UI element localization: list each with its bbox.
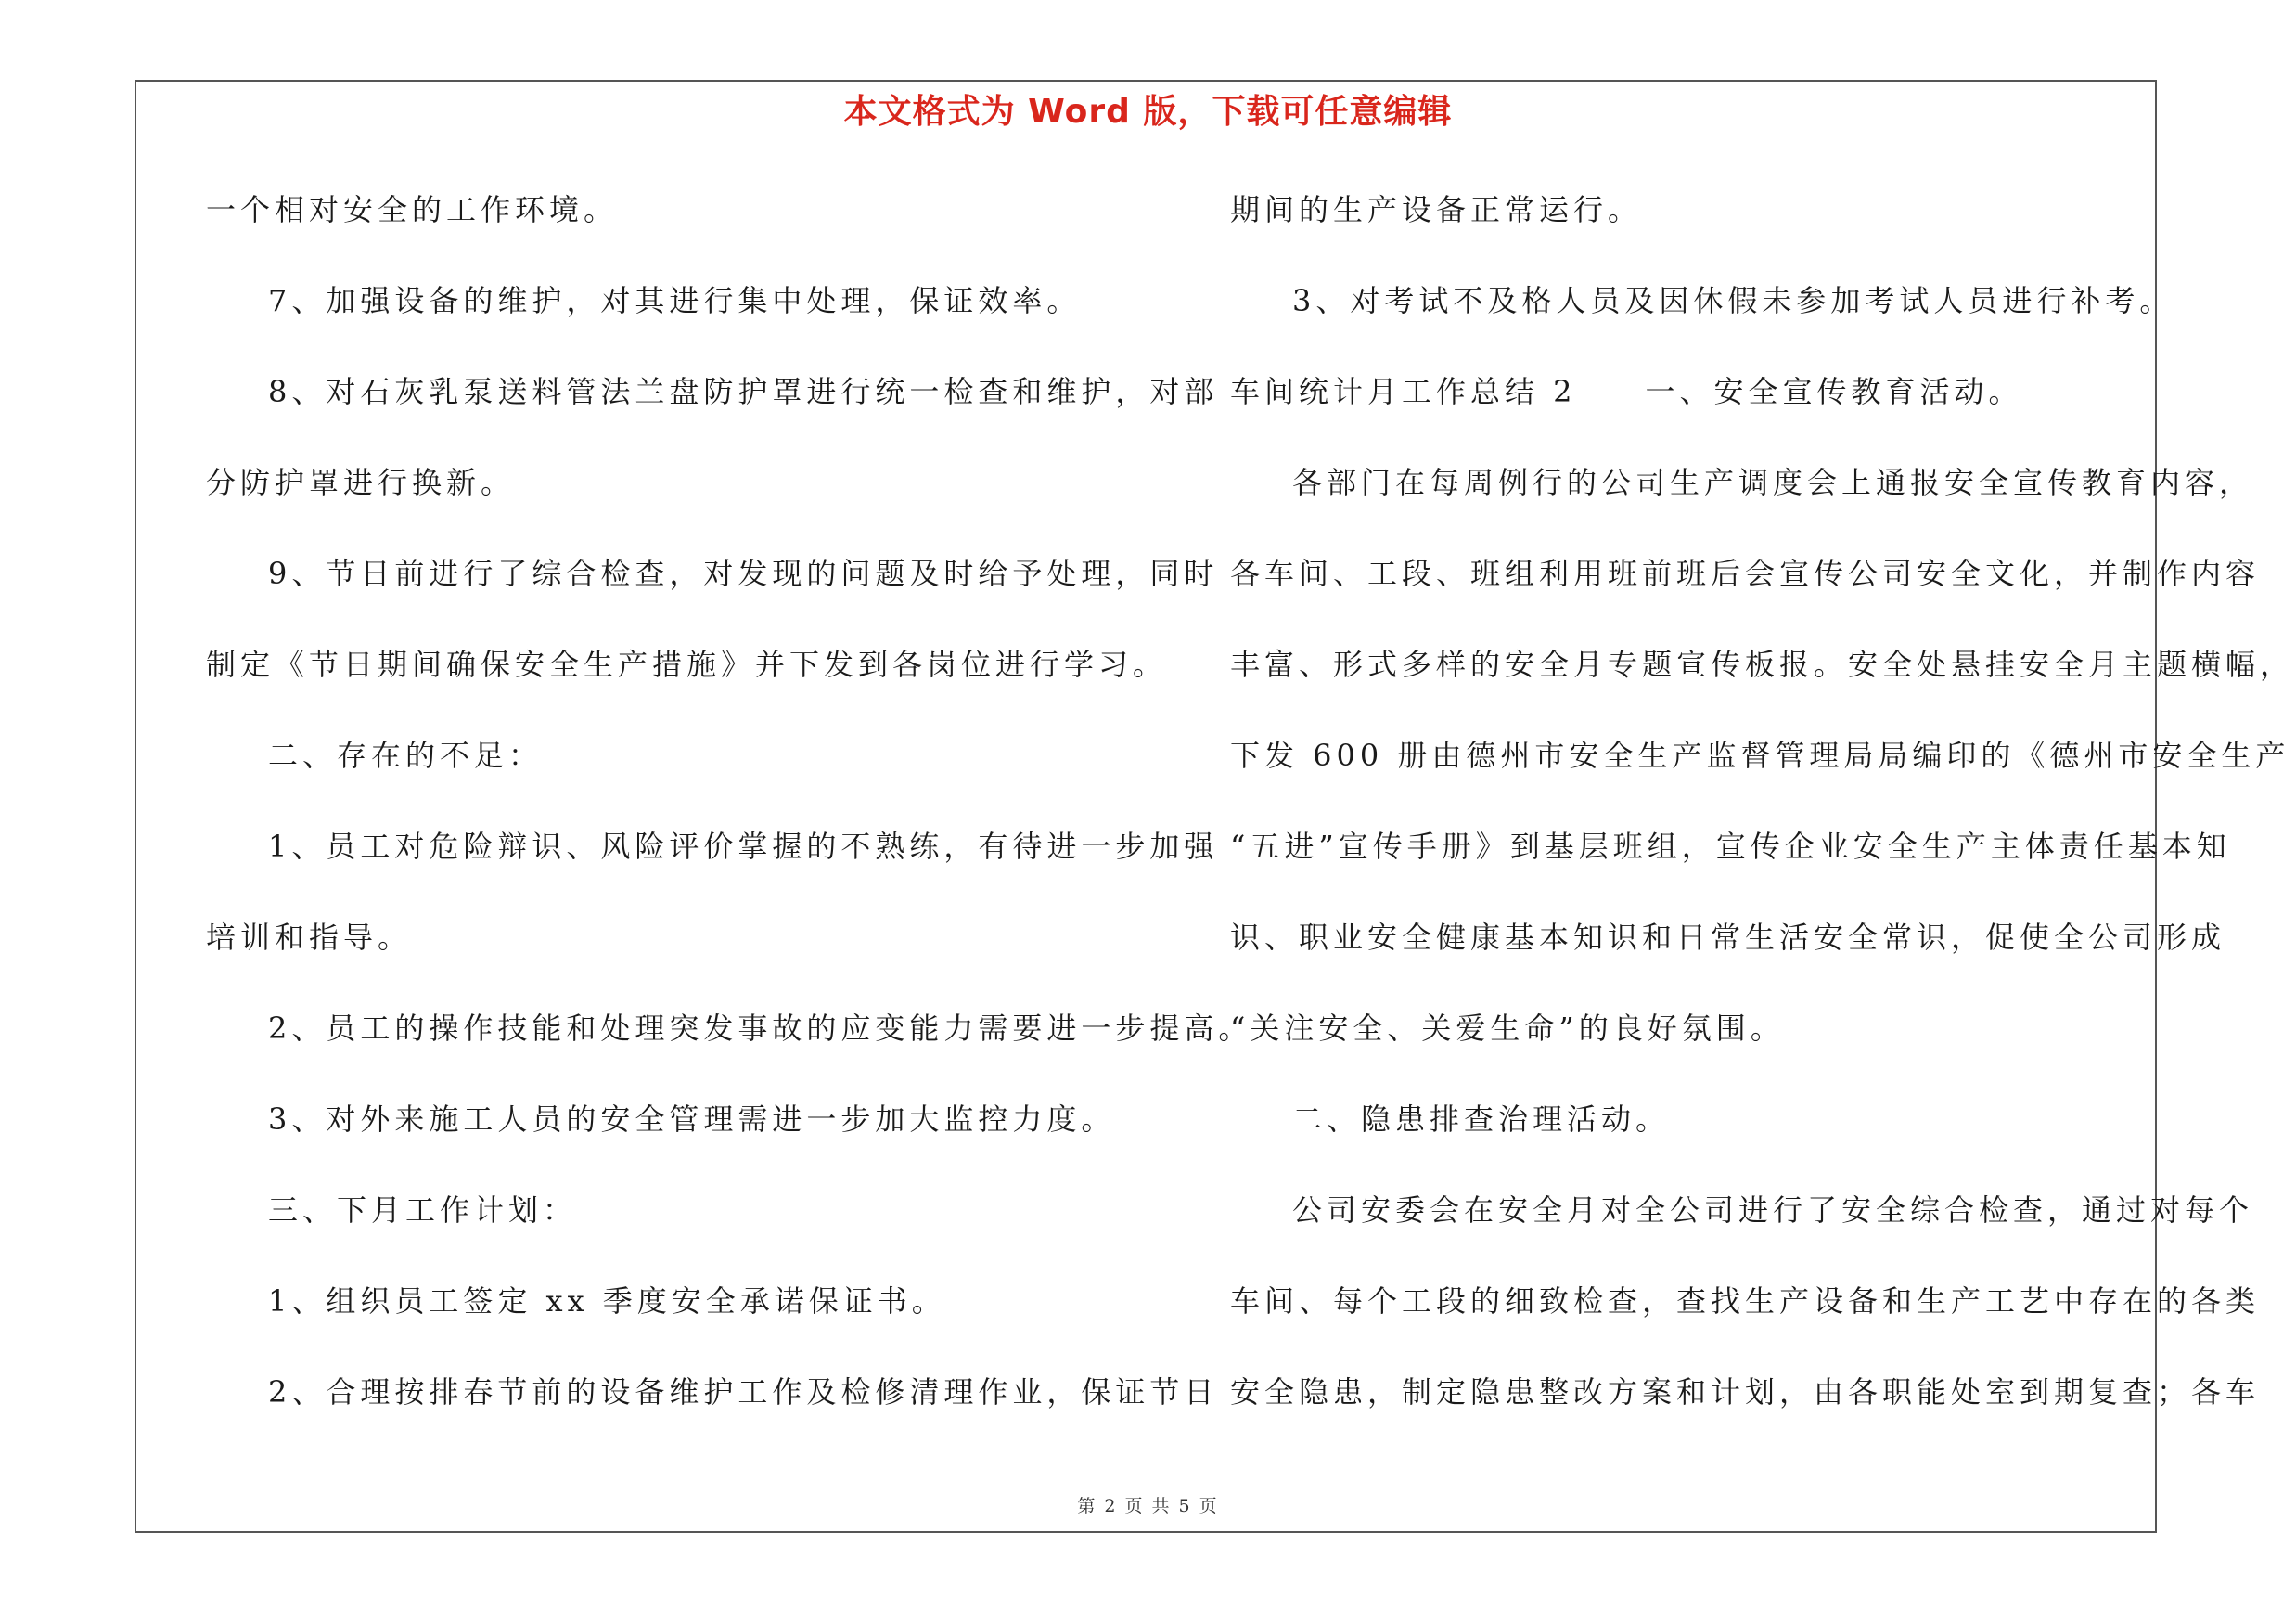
text-line: “关注安全、关爱生命”的良好氛围。: [1230, 1011, 1785, 1046]
left-text-column: [206, 182, 1253, 1455]
text-line: 2、合理按排春节前的设备维护工作及检修清理作业，保证节日: [268, 1374, 1219, 1410]
text-line: 安全隐患，制定隐患整改方案和计划，由各职能处室到期复查；各车: [1230, 1374, 2261, 1410]
text-line: 各车间、工段、班组利用班前班后会宣传公司安全文化，并制作内容: [1230, 556, 2261, 591]
text-line: 8、对石灰乳泵送料管法兰盘防护罩进行统一检查和维护，对部: [268, 374, 1219, 409]
header-banner: 本文格式为 Word 版，下载可任意编辑: [843, 93, 1453, 131]
text-line: 三、下月工作计划：: [268, 1192, 578, 1228]
right-text-column: [1230, 182, 2295, 1455]
text-line: 培训和指导。: [206, 920, 413, 955]
text-line: 3、对考试不及格人员及因休假未参加考试人员进行补考。: [1292, 283, 2174, 318]
text-line: “五进”宣传手册》到基层班组，宣传企业安全生产主体责任基本知: [1230, 829, 2231, 864]
text-line: 车间统计月工作总结 2 一、安全宣传教育活动。: [1230, 374, 2023, 409]
page-number-footer: 第 2 页 共 5 页: [1077, 1496, 1219, 1516]
text-line: 1、员工对危险辩识、风险评价掌握的不熟练，有待进一步加强: [268, 829, 1219, 864]
text-line: 分防护罩进行换新。: [206, 465, 516, 500]
text-line: 丰富、形式多样的安全月专题宣传板报。安全处悬挂安全月主题横幅，: [1230, 647, 2295, 682]
text-line: 车间、每个工段的细致检查，查找生产设备和生产工艺中存在的各类: [1230, 1283, 2261, 1319]
text-line: 2、员工的操作技能和处理突发事故的应变能力需要进一步提高。: [268, 1011, 1253, 1046]
text-line: 3、对外来施工人员的安全管理需进一步加大监控力度。: [268, 1101, 1116, 1137]
text-line: 一个相对安全的工作环境。: [206, 192, 619, 227]
text-line: 识、职业安全健康基本知识和日常生活安全常识，促使全公司形成: [1230, 920, 2226, 955]
text-line: 二、隐患排查治理活动。: [1292, 1101, 1671, 1137]
text-line: 9、节日前进行了综合检查，对发现的问题及时给予处理，同时: [268, 556, 1219, 591]
text-line: 制定《节日期间确保安全生产措施》并下发到各岗位进行学习。: [206, 647, 1168, 682]
text-line: 各部门在每周例行的公司生产调度会上通报安全宣传教育内容，: [1292, 465, 2254, 500]
text-line: 1、组织员工签定 xx 季度安全承诺保证书。: [268, 1283, 946, 1319]
text-line: 期间的生产设备正常运行。: [1230, 192, 1643, 227]
text-line: 下发 600 册由德州市安全生产监督管理局局编印的《德州市安全生产: [1230, 738, 2290, 773]
text-line: 公司安委会在安全月对全公司进行了安全综合检查，通过对每个: [1292, 1192, 2254, 1228]
text-line: 7、加强设备的维护，对其进行集中处理，保证效率。: [268, 283, 1082, 318]
text-line: 二、存在的不足：: [268, 738, 544, 773]
